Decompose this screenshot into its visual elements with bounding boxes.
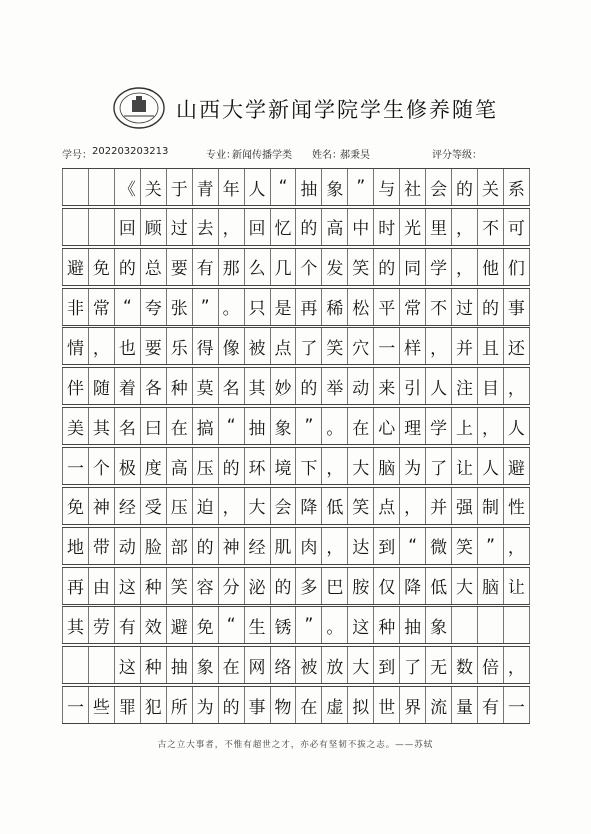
grid-cell: 的: [218, 687, 244, 723]
grid-cell: 大: [451, 568, 477, 604]
grid-cell: 免: [62, 488, 88, 524]
grid-cell: 多: [295, 568, 321, 604]
grid-cell: 过: [166, 209, 192, 245]
grid-cell: 情: [62, 328, 88, 364]
grid-cell: 在: [295, 687, 321, 723]
grid-cell: 那: [218, 249, 244, 285]
grid-cell: 拟: [347, 687, 373, 723]
grid-cell: 神: [218, 528, 244, 564]
grid-cell: 且: [477, 328, 503, 364]
grid-cell: ”: [347, 169, 373, 205]
grid-cell: 于: [166, 169, 192, 205]
grid-cell: ，: [503, 368, 530, 404]
grid-cell: 压: [192, 448, 218, 484]
grid-row: [62, 168, 530, 206]
grid-cell: 流: [425, 687, 451, 723]
grid-row: [62, 606, 530, 644]
grid-cell: 人: [477, 448, 503, 484]
grid-cell: 名: [218, 368, 244, 404]
grid-cell: 学: [425, 249, 451, 285]
grid-cell: 得: [192, 328, 218, 364]
grid-cell: ，: [321, 528, 347, 564]
grid-cell: 世: [373, 687, 399, 723]
grid-cell: 总: [140, 249, 166, 285]
grid-cell: 们: [503, 249, 530, 285]
grid-cell: 要: [140, 328, 166, 364]
grid-cell: [451, 607, 477, 643]
grid-cell: 回: [114, 209, 140, 245]
grid-cell: 了: [425, 448, 451, 484]
major-label: 专业：: [206, 150, 236, 161]
grid-cell: 肌: [270, 528, 296, 564]
grid-cell: ”: [192, 289, 218, 325]
grid-cell: 为: [399, 448, 425, 484]
grid-cell: 避: [166, 607, 192, 643]
grid-cell: 象: [321, 169, 347, 205]
grid-cell: 无: [425, 647, 451, 683]
grid-cell: ，: [399, 488, 425, 524]
grid-cell: 穴: [347, 328, 373, 364]
grid-cell: 有: [477, 687, 503, 723]
grid-cell: 地: [62, 528, 88, 564]
grid-cell: 经: [114, 488, 140, 524]
grid-cell: 了: [295, 328, 321, 364]
grid-cell: 有: [192, 249, 218, 285]
grid-cell: 象: [192, 647, 218, 683]
grid-cell: 这: [347, 607, 373, 643]
grid-cell: 并: [425, 488, 451, 524]
grid-cell: 经: [244, 528, 270, 564]
student-id-value: 202203203213: [92, 146, 169, 157]
grid-row: [62, 447, 530, 485]
grid-cell: 会: [425, 169, 451, 205]
grid-cell: 名: [114, 408, 140, 444]
grid-cell: 高: [321, 209, 347, 245]
grid-cell: 种: [166, 368, 192, 404]
page-title: 山西大学新闻学院学生修养随笔: [176, 98, 498, 122]
grid-row: [62, 646, 530, 684]
grid-cell: 事: [503, 289, 530, 325]
grid-cell: 一: [503, 687, 530, 723]
grid-cell: 笑: [347, 488, 373, 524]
grid-cell: 搞: [192, 408, 218, 444]
grid-cell: [62, 647, 88, 683]
grid-cell: 样: [399, 328, 425, 364]
grid-cell: 美: [62, 408, 88, 444]
grid-cell: 同: [399, 249, 425, 285]
grid-cell: 只: [244, 289, 270, 325]
grid-cell: 抽: [166, 647, 192, 683]
grid-cell: 虚: [321, 687, 347, 723]
grid-cell: 一: [62, 448, 88, 484]
grid-cell: 象: [270, 408, 296, 444]
grid-cell: 受: [140, 488, 166, 524]
grid-cell: 光: [399, 209, 425, 245]
grid-cell: 笑: [451, 528, 477, 564]
grid-cell: 几: [270, 249, 296, 285]
grid-cell: 象: [425, 607, 451, 643]
grid-cell: ，: [451, 209, 477, 245]
grid-cell: 各: [140, 368, 166, 404]
grid-cell: [88, 647, 114, 683]
grid-cell: 在: [218, 647, 244, 683]
grid-cell: 避: [62, 249, 88, 285]
grid-cell: 让: [451, 448, 477, 484]
grid-cell: 个: [295, 249, 321, 285]
grid-cell: 的: [114, 249, 140, 285]
grid-cell: 引: [399, 368, 425, 404]
major-value: 新闻传播学类: [232, 150, 292, 161]
grid-cell: 并: [451, 328, 477, 364]
grid-cell: 的: [477, 289, 503, 325]
grid-row: [62, 248, 530, 286]
grid-cell: 脑: [477, 568, 503, 604]
grid-cell: 时: [373, 209, 399, 245]
grid-cell: 去: [192, 209, 218, 245]
grid-cell: 社: [399, 169, 425, 205]
grid-cell: 举: [321, 368, 347, 404]
grid-cell: 神: [88, 488, 114, 524]
grid-cell: 是: [270, 289, 296, 325]
grid-cell: 在: [347, 408, 373, 444]
grid-cell: 松: [347, 289, 373, 325]
grid-cell: 度: [140, 448, 166, 484]
grid-cell: 部: [166, 528, 192, 564]
grid-cell: 的: [451, 169, 477, 205]
grid-cell: 理: [399, 408, 425, 444]
grid-cell: 由: [88, 568, 114, 604]
grid-cell: 乐: [166, 328, 192, 364]
grid-cell: 的: [295, 368, 321, 404]
grid-cell: 界: [399, 687, 425, 723]
grid-cell: 锈: [270, 607, 296, 643]
grid-cell: 制: [477, 488, 503, 524]
grid-cell: 笑: [347, 249, 373, 285]
grid-cell: 为: [192, 687, 218, 723]
grid-cell: 环: [244, 448, 270, 484]
grid-cell: 。: [321, 607, 347, 643]
grid-cell: 常: [399, 289, 425, 325]
grid-cell: 肉: [295, 528, 321, 564]
grid-cell: ，: [503, 647, 530, 683]
grid-cell: 数: [451, 647, 477, 683]
grid-cell: 些: [88, 687, 114, 723]
grid-cell: 事: [244, 687, 270, 723]
grid-cell: 系: [503, 169, 530, 205]
grid-cell: 。: [321, 408, 347, 444]
grid-cell: 关: [140, 169, 166, 205]
grid-cell: [88, 169, 114, 205]
grid-cell: 着: [114, 368, 140, 404]
grid-cell: 学: [425, 408, 451, 444]
grid-cell: 像: [218, 328, 244, 364]
name-value: 郝秉昊: [340, 150, 370, 161]
grid-cell: 与: [373, 169, 399, 205]
grid-cell: 会: [270, 488, 296, 524]
grid-cell: 的: [373, 249, 399, 285]
grid-cell: 点: [373, 488, 399, 524]
grid-cell: 微: [425, 528, 451, 564]
grid-cell: 人: [244, 169, 270, 205]
grid-cell: 其: [88, 408, 114, 444]
grid-cell: 不: [477, 209, 503, 245]
grid-row: [62, 487, 530, 525]
grid-cell: 其: [62, 607, 88, 643]
grid-cell: 低: [425, 568, 451, 604]
grid-cell: “: [218, 408, 244, 444]
grid-cell: 低: [321, 488, 347, 524]
grid-cell: ，: [477, 408, 503, 444]
grid-cell: ”: [295, 607, 321, 643]
grid-cell: 降: [399, 568, 425, 604]
grid-cell: 量: [451, 687, 477, 723]
grid-cell: 倍: [477, 647, 503, 683]
grid-cell: 目: [477, 368, 503, 404]
grid-cell: 也: [114, 328, 140, 364]
grid-cell: 分: [218, 568, 244, 604]
grid-cell: 年: [218, 169, 244, 205]
grid-row: [62, 407, 530, 445]
grid-cell: 强: [451, 488, 477, 524]
grid-cell: [503, 607, 530, 643]
grid-cell: 里: [425, 209, 451, 245]
grid-cell: ，: [425, 328, 451, 364]
grid-cell: 一: [373, 328, 399, 364]
grid-cell: 还: [503, 328, 530, 364]
grid-cell: 这: [114, 647, 140, 683]
grade-label: 评分等级：: [432, 150, 482, 161]
grid-cell: 一: [62, 687, 88, 723]
grid-cell: 非: [62, 289, 88, 325]
grid-cell: 脸: [140, 528, 166, 564]
grid-cell: 张: [166, 289, 192, 325]
grid-cell: 生: [244, 607, 270, 643]
grid-cell: 抽: [244, 408, 270, 444]
grid-cell: 可: [503, 209, 530, 245]
grid-cell: 他: [477, 249, 503, 285]
grid-cell: 注: [451, 368, 477, 404]
grid-cell: 抽: [399, 607, 425, 643]
grid-cell: 顾: [140, 209, 166, 245]
grid-cell: 被: [244, 328, 270, 364]
grid-cell: 种: [140, 568, 166, 604]
grid-cell: 心: [373, 408, 399, 444]
grid-cell: 容: [192, 568, 218, 604]
grid-cell: ，: [451, 249, 477, 285]
grid-cell: 大: [244, 488, 270, 524]
grid-cell: 网: [244, 647, 270, 683]
grid-row: [62, 327, 530, 365]
grid-cell: 境: [270, 448, 296, 484]
student-id-label: 学号：: [62, 150, 92, 161]
grid-row: [62, 527, 530, 565]
grid-cell: “: [114, 289, 140, 325]
grid-cell: 再: [295, 289, 321, 325]
grid-cell: 种: [140, 647, 166, 683]
grid-cell: 平: [373, 289, 399, 325]
grid-cell: 上: [451, 408, 477, 444]
grid-cell: 关: [477, 169, 503, 205]
name-label: 姓名：: [312, 150, 342, 161]
grid-cell: 人: [503, 408, 530, 444]
footer-quote: 古之立大事者，不惟有超世之才，亦必有坚韧不拔之志。——苏轼: [157, 740, 434, 750]
grid-cell: 《: [114, 169, 140, 205]
grid-cell: 动: [347, 368, 373, 404]
grid-cell: 的: [218, 448, 244, 484]
grid-cell: 随: [88, 368, 114, 404]
university-seal-icon: [112, 86, 166, 130]
grid-cell: 伴: [62, 368, 88, 404]
grid-cell: 高: [166, 448, 192, 484]
grid-cell: 犯: [140, 687, 166, 723]
grid-cell: 的: [192, 528, 218, 564]
grid-cell: 被: [295, 647, 321, 683]
grid-cell: 常: [88, 289, 114, 325]
grid-cell: [88, 209, 114, 245]
grid-cell: 物: [270, 687, 296, 723]
grid-cell: 大: [347, 647, 373, 683]
grid-cell: 带: [88, 528, 114, 564]
grid-cell: 有: [114, 607, 140, 643]
grid-cell: 让: [503, 568, 530, 604]
grid-cell: 来: [373, 368, 399, 404]
grid-cell: 免: [88, 249, 114, 285]
grid-cell: 了: [399, 647, 425, 683]
grid-cell: 不: [425, 289, 451, 325]
grid-cell: [62, 169, 88, 205]
grid-cell: 避: [503, 448, 530, 484]
grid-cell: 降: [295, 488, 321, 524]
grid-row: [62, 567, 530, 605]
grid-cell: 脑: [373, 448, 399, 484]
grid-cell: 到: [373, 647, 399, 683]
grid-cell: 青: [192, 169, 218, 205]
grid-cell: 种: [373, 607, 399, 643]
grid-cell: 达: [347, 528, 373, 564]
grid-cell: 络: [270, 647, 296, 683]
grid-cell: 效: [140, 607, 166, 643]
grid-cell: [62, 209, 88, 245]
grid-cell: 性: [503, 488, 530, 524]
grid-cell: 放: [321, 647, 347, 683]
grid-cell: 劳: [88, 607, 114, 643]
grid-row: [62, 208, 530, 246]
grid-cell: 点: [270, 328, 296, 364]
grid-cell: 人: [425, 368, 451, 404]
grid-cell: ”: [295, 408, 321, 444]
grid-cell: 巴: [321, 568, 347, 604]
grid-cell: 忆: [270, 209, 296, 245]
grid-cell: 回: [244, 209, 270, 245]
grid-cell: 泌: [244, 568, 270, 604]
grid-cell: ”: [477, 528, 503, 564]
grid-cell: 个: [88, 448, 114, 484]
grid-cell: 大: [347, 448, 373, 484]
grid-cell: 的: [270, 568, 296, 604]
grid-cell: 压: [166, 488, 192, 524]
grid-cell: 妙: [270, 368, 296, 404]
grid-cell: 其: [244, 368, 270, 404]
grid-cell: 这: [114, 568, 140, 604]
grid-cell: 要: [166, 249, 192, 285]
grid-cell: 所: [166, 687, 192, 723]
grid-cell: 再: [62, 568, 88, 604]
grid-cell: 胺: [347, 568, 373, 604]
grid-row: [62, 367, 530, 405]
grid-cell: ，: [218, 488, 244, 524]
grid-cell: 动: [114, 528, 140, 564]
grid-cell: 下: [295, 448, 321, 484]
grid-cell: 笑: [321, 328, 347, 364]
grid-cell: ，: [503, 528, 530, 564]
grid-cell: 曰: [140, 408, 166, 444]
grid-cell: 罪: [114, 687, 140, 723]
grid-cell: 笑: [166, 568, 192, 604]
grid-cell: 发: [321, 249, 347, 285]
grid-row: [62, 686, 530, 724]
grid-row: [62, 288, 530, 326]
grid-cell: 莫: [192, 368, 218, 404]
grid-cell: 稀: [321, 289, 347, 325]
grid-cell: 极: [114, 448, 140, 484]
grid-cell: [477, 607, 503, 643]
grid-cell: 夸: [140, 289, 166, 325]
grid-cell: 过: [451, 289, 477, 325]
grid-cell: 免: [192, 607, 218, 643]
grid-cell: “: [218, 607, 244, 643]
grid-cell: 仅: [373, 568, 399, 604]
grid-cell: ，: [321, 448, 347, 484]
grid-cell: 的: [295, 209, 321, 245]
essay-grid: [62, 166, 530, 724]
grid-cell: 。: [218, 289, 244, 325]
grid-cell: 到: [373, 528, 399, 564]
grid-cell: 在: [166, 408, 192, 444]
grid-cell: 么: [244, 249, 270, 285]
grid-cell: 抽: [295, 169, 321, 205]
grid-cell: ，: [218, 209, 244, 245]
grid-cell: 迫: [192, 488, 218, 524]
grid-cell: “: [270, 169, 296, 205]
grid-cell: ，: [88, 328, 114, 364]
grid-cell: 中: [347, 209, 373, 245]
grid-cell: “: [399, 528, 425, 564]
